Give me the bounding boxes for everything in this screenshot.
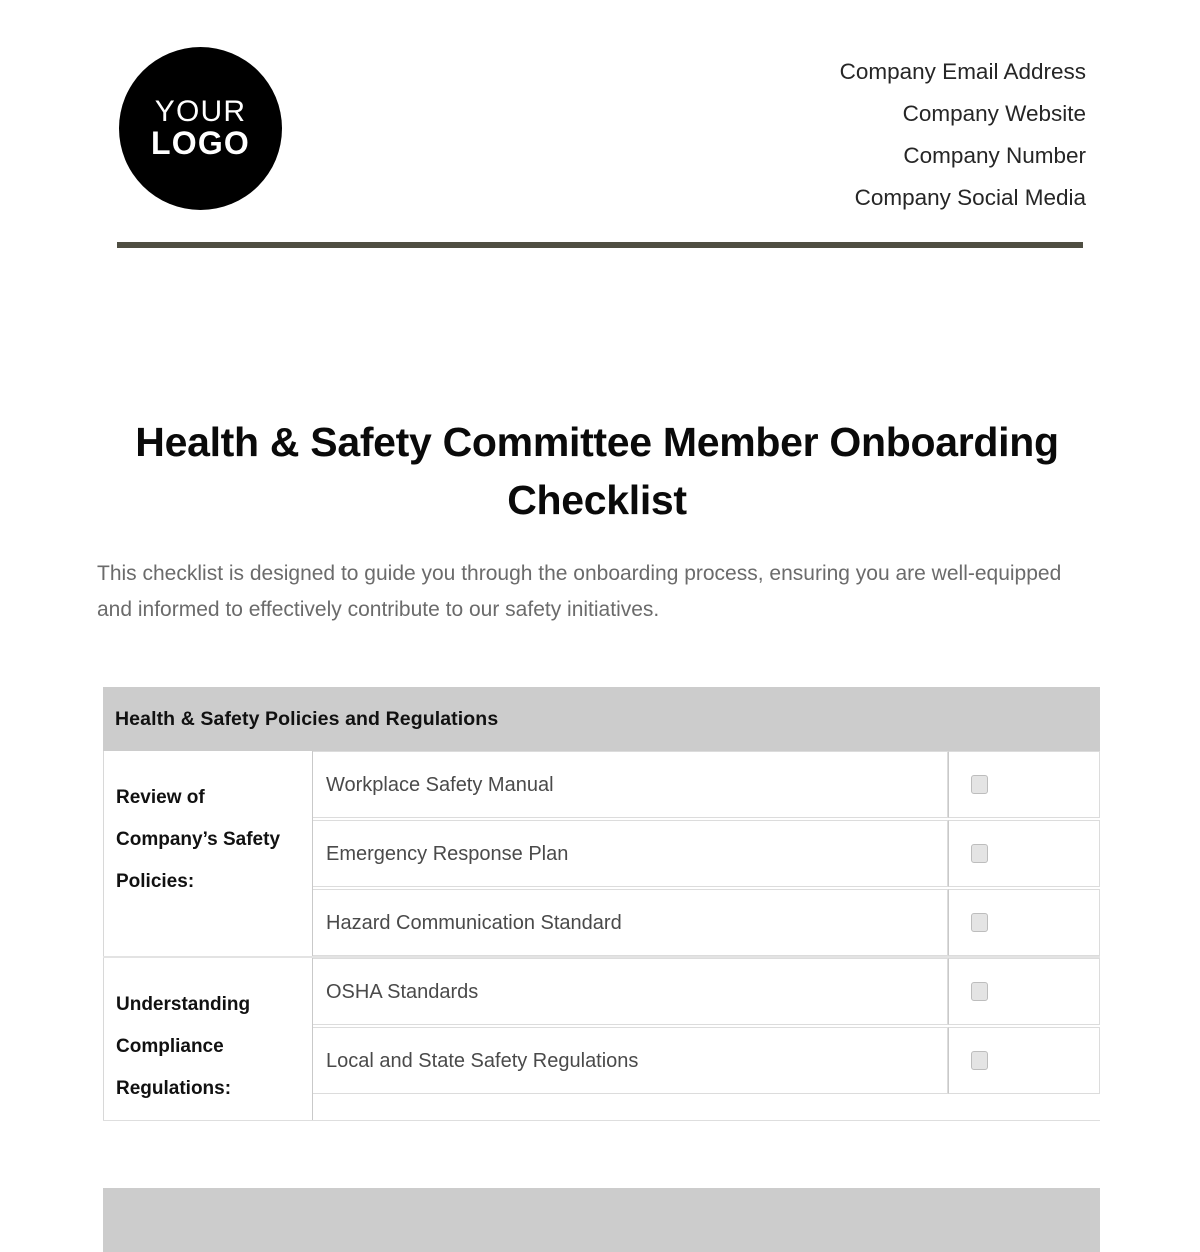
page-title: Health & Safety Committee Member Onboarding Checklist	[135, 419, 1059, 523]
item-label: Emergency Response Plan	[326, 842, 569, 865]
section-header-label: Health & Safety Policies and Regulations	[115, 707, 499, 730]
item-label-cell	[313, 820, 948, 887]
company-logo	[119, 47, 282, 210]
checkbox-icon[interactable]	[971, 844, 988, 863]
item-label-cell	[313, 1027, 948, 1094]
item-label: Workplace Safety Manual	[326, 773, 554, 796]
checkbox-icon[interactable]	[971, 913, 988, 932]
item-label: Local and State Safety Regulations	[326, 1049, 639, 1072]
item-label-cell	[313, 889, 948, 956]
company-email-address-line: Company Email Address	[839, 59, 1086, 84]
checklist-row	[313, 958, 1100, 1025]
logo-text-top: YOUR	[154, 94, 247, 128]
item-label: Hazard Communication Standard	[326, 911, 622, 934]
item-label: OSHA Standards	[326, 980, 479, 1003]
company-social-media-line: Company Social Media	[854, 185, 1086, 210]
checklist-row	[313, 1027, 1100, 1094]
item-label-cell	[313, 751, 948, 818]
company-contact-block	[840, 51, 1086, 219]
item-checkbox-cell[interactable]	[948, 889, 1100, 956]
group-items	[313, 958, 1100, 1120]
group-label-cell	[103, 958, 313, 1120]
group-items	[313, 751, 1100, 956]
company-website-line: Company Website	[902, 101, 1086, 126]
item-checkbox-cell[interactable]	[948, 820, 1100, 887]
group-label: Review of Company’s Safety Policies:	[116, 787, 281, 892]
checklist-group	[103, 958, 1100, 1121]
item-label-cell	[313, 958, 948, 1025]
checkbox-icon[interactable]	[971, 1051, 988, 1070]
logo-text-bottom: LOGO	[150, 125, 251, 162]
checklist-group	[103, 751, 1100, 958]
checkbox-icon[interactable]	[971, 775, 988, 794]
group-label-cell	[103, 751, 313, 956]
item-checkbox-cell[interactable]	[948, 958, 1100, 1025]
company-number-line: Company Number	[903, 143, 1086, 168]
page-subtitle: This checklist is designed to guide you through the onboarding process, ensuring you are well-equipped and informed to effectively contribute to our safety initiatives.	[97, 562, 1062, 621]
item-checkbox-cell[interactable]	[948, 1027, 1100, 1094]
checklist-row	[313, 820, 1100, 887]
checklist-row	[313, 751, 1100, 818]
document-header	[0, 0, 1200, 250]
checkbox-icon[interactable]	[971, 982, 988, 1001]
checklist-table	[103, 687, 1100, 1121]
title-block	[97, 413, 1097, 529]
group-label: Understanding Compliance Regulations:	[116, 994, 251, 1099]
item-checkbox-cell[interactable]	[948, 751, 1100, 818]
checklist-row	[313, 889, 1100, 956]
section-header-policies	[103, 687, 1100, 751]
header-divider-rule	[117, 242, 1083, 248]
